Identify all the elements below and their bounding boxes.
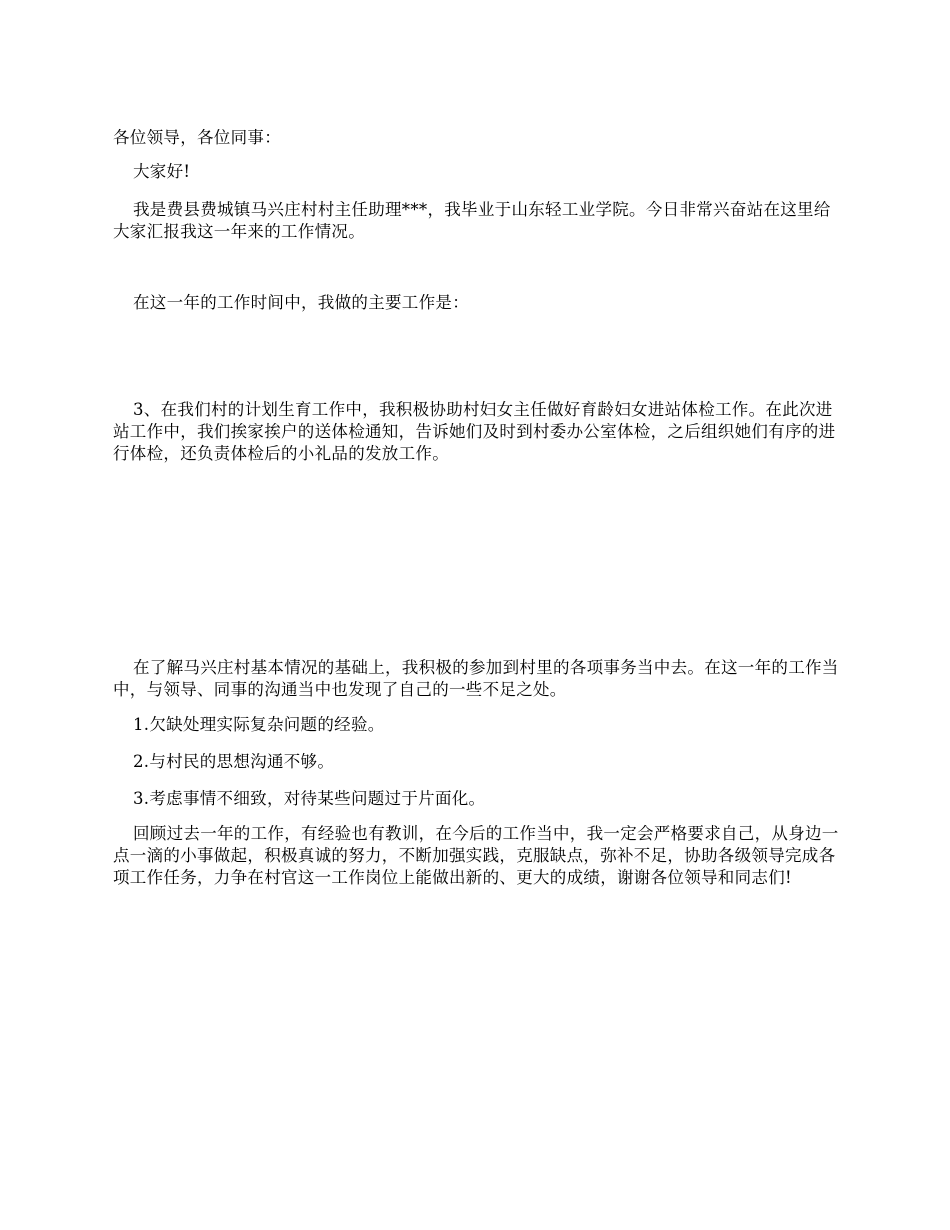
conclusion-paragraph: 回顾过去一年的工作，有经验也有教训，在今后的工作当中，我一定会严格要求自己，从身边一点一滴的小事做起，积极真诚的努力，不断加强实践，克服缺点，弥补不足，协助各级领导完成各项工作任务，力争在村官这一工作岗位上能做出新的、更大的成绩，谢谢各位领导和同志们! [113,824,839,887]
shortcoming-item-2: 2.与村民的思想沟通不够。 [133,752,335,771]
work-item-3: 3、在我们村的计划生育工作中，我积极协助村妇女主任做好育龄妇女进站体检工作。在此次进站工作中，我们挨家挨户的送体检通知，告诉她们及时到村委办公室体检，之后组织她们有序的进行体检，还负责体检后的小礼品的发放工作。 [113,400,836,463]
shortcomings-intro: 在了解马兴庄村基本情况的基础上，我积极的参加到村里的各项事务当中去。在这一年的工作当中，与领导、同事的沟通当中也发现了自己的一些不足之处。 [113,658,839,699]
intro-paragraph: 我是费县费城镇马兴庄村村主任助理***，我毕业于山东轻工业学院。今日非常兴奋站在这里给大家汇报我这一年来的工作情况。 [113,200,831,241]
greeting: 大家好! [133,162,191,181]
shortcoming-item-1: 1.欠缺处理实际复杂问题的经验。 [133,715,385,734]
salutation: 各位领导，各位同事： [113,128,281,147]
shortcoming-item-3: 3.考虑事情不细致，对待某些问题过于片面化。 [133,789,486,808]
main-work-intro: 在这一年的工作时间中，我做的主要工作是： [133,293,469,312]
